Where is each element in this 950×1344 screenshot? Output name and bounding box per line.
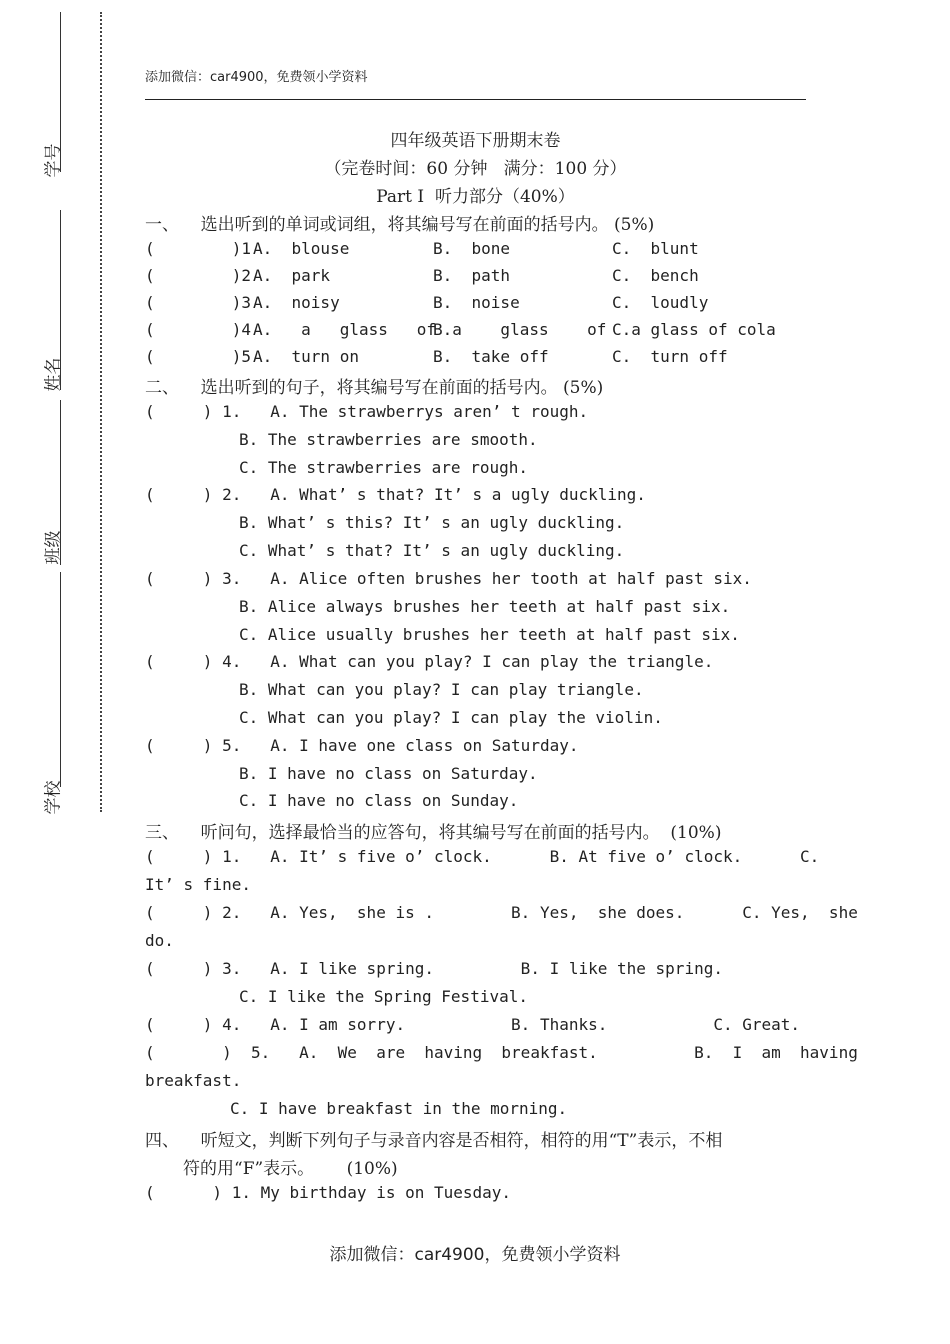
option-a: A. park (253, 266, 331, 285)
header-rule (145, 99, 806, 100)
question-line: ( ) 1. A. The strawberrys aren’ t rough. (145, 402, 589, 421)
option-c: C. turn off (612, 347, 728, 366)
item-number: ( )2 (145, 266, 251, 285)
margin-label-name: 姓名 (43, 357, 64, 392)
question-line: ( ) 1. A. It’ s five o’ clock. B. At five o’ clock. C. (145, 847, 820, 866)
item-number: ( )4 (145, 320, 251, 339)
option-c: C.a glass of cola (612, 320, 776, 339)
option-c: C. bench (612, 266, 699, 285)
option-b: B.a glass of (433, 320, 607, 339)
option-c: C. loudly (612, 293, 709, 312)
option-line: C. What can you play? I can play the violin. (239, 708, 663, 727)
section3-heading: 三、 听问句，选择最恰当的应答句，将其编号写在前面的括号内。 (10%) (145, 823, 722, 843)
question-line: ( ) 5. A. I have one class on Saturday. (145, 736, 579, 755)
item-number: ( )1 (145, 239, 251, 258)
section2-heading: 二、 选出听到的句子，将其编号写在前面的括号内。 (5%) (145, 378, 604, 398)
question-line: ( ) 5. A. We are having breakfast. B. I am having (145, 1043, 858, 1062)
option-a: A. blouse (253, 239, 350, 258)
item-number: ( )5 (145, 347, 251, 366)
option-line: B. What’ s this? It’ s an ugly duckling. (239, 513, 625, 532)
option-line: B. What can you play? I can play triangle. (239, 680, 644, 699)
option-line: C. The strawberries are rough. (239, 458, 528, 477)
option-a: A. turn on (253, 347, 359, 366)
option-line: C. What’ s that? It’ s an ugly duckling. (239, 541, 625, 560)
question-line: ( ) 2. A. Yes, she is . B. Yes, she does. C. Yes, she (145, 903, 858, 922)
question-line: ( ) 3. A. Alice often brushes her tooth at half past six. (145, 569, 752, 588)
binding-dotted-line (100, 12, 102, 812)
item-number: ( )3 (145, 293, 251, 312)
section1-heading: 一、 选出听到的单词或词组，将其编号写在前面的括号内。 (5%) (145, 215, 655, 235)
option-b: B. take off (433, 347, 549, 366)
footer-note: 添加微信：car4900，免费领小学资料 (329, 1245, 621, 1265)
question-line: ( ) 4. A. I am sorry. B. Thanks. C. Great. (145, 1015, 801, 1034)
option-b: B. path (433, 266, 511, 285)
part-title: Part I 听力部分（40%） (376, 187, 575, 207)
question-line: ( ) 2. A. What’ s that? It’ s a ugly duckling. (145, 485, 646, 504)
margin-label-class: 班级 (43, 530, 64, 565)
option-a: A. a glass of (253, 320, 437, 339)
question-continuation: breakfast. (145, 1071, 242, 1090)
question-line: ( ) 4. A. What can you play? I can play the triangle. (145, 652, 714, 671)
option-b: B. bone (433, 239, 511, 258)
margin-label-school: 学校 (43, 780, 64, 815)
question-continuation: do. (145, 931, 174, 950)
option-line: C. I have no class on Sunday. (239, 791, 519, 810)
option-b: B. noise (433, 293, 520, 312)
question-continuation: It’ s fine. (145, 875, 251, 894)
option-a: A. noisy (253, 293, 340, 312)
option-line: B. Alice always brushes her teeth at half past six. (239, 597, 731, 616)
option-line: B. I have no class on Saturday. (239, 764, 538, 783)
section4-heading-continuation: 符的用“F”表示。 (10%) (183, 1159, 398, 1179)
option-line: C. Alice usually brushes her teeth at half past six. (239, 625, 740, 644)
exam-title: 四年级英语下册期末卷 (390, 131, 561, 151)
header-note: 添加微信：car4900，免费领小学资料 (145, 70, 368, 85)
question-line: ( ) 1. My birthday is on Tuesday. (145, 1183, 512, 1202)
option-line: C. I have breakfast in the morning. (230, 1099, 568, 1118)
question-line: ( ) 3. A. I like spring. B. I like the spring. (145, 959, 723, 978)
section4-heading: 四、 听短文，判断下列句子与录音内容是否相符，相符的用“T”表示，不相 (145, 1131, 723, 1151)
option-line: C. I like the Spring Festival. (239, 987, 528, 1006)
option-c: C. blunt (612, 239, 699, 258)
margin-line-school (60, 572, 61, 787)
option-line: B. The strawberries are smooth. (239, 430, 538, 449)
exam-subtitle: （完卷时间：60 分钟 满分：100 分） (324, 159, 627, 179)
margin-label-student-no: 学号 (43, 143, 64, 178)
